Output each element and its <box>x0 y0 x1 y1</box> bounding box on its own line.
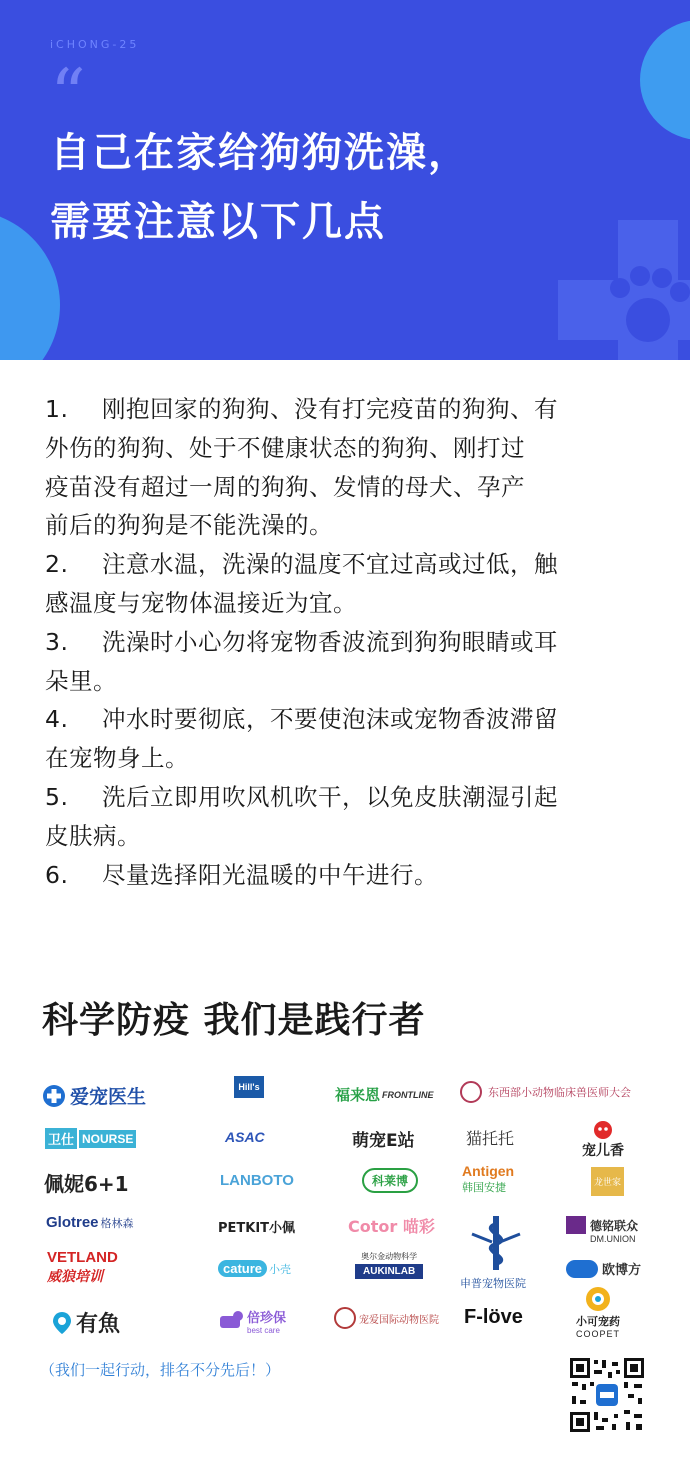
footer-note: （我们一起行动，排名不分先后！） <box>40 1361 281 1379</box>
logo-chongerxiang <box>582 1118 624 1160</box>
nourse-text: NOURSE <box>79 1130 136 1148</box>
tip-item-2 <box>45 545 650 623</box>
tip-text: 在宠物身上。 <box>45 744 189 773</box>
tip-text: 疫苗没有超过一周的狗狗、发情的母犬、孕产 <box>45 472 525 501</box>
logo-kelaibao <box>362 1168 418 1193</box>
shenpu-text: 申普宠物医院 <box>460 1277 526 1290</box>
logo-shenpu-emblem <box>468 1214 524 1272</box>
flove-text: F-löve <box>464 1306 523 1328</box>
brand-label: iCHONG-25 <box>50 38 140 51</box>
dmunion-text: 德铭联众 <box>590 1218 639 1233</box>
page-title-line1: 自己在家给狗狗洗澡， <box>50 130 470 176</box>
logo-aichong <box>42 1082 146 1109</box>
quote-mark: “ <box>50 54 86 136</box>
dmunion-mark-icon <box>566 1216 586 1234</box>
coopet-mascot-icon <box>584 1285 612 1313</box>
dmunion-en-text: DM.UNION <box>590 1234 636 1244</box>
asac-text: ASAC <box>225 1129 265 1145</box>
logo-oubofang <box>566 1259 641 1278</box>
logo-cature <box>218 1260 291 1277</box>
tip-number: 6. <box>45 860 69 889</box>
beizhenbao-dog-icon <box>218 1310 244 1332</box>
tip-item-1 <box>45 390 650 545</box>
tip-number: 4. <box>45 705 69 734</box>
longshijia-text: 龙世家 <box>591 1167 624 1196</box>
frontline-text: FRONTLINE <box>382 1089 434 1100</box>
tip-text: 洗后立即用吹风机吹干，以免皮肤潮湿引起 <box>102 782 558 811</box>
antigen-text: Antigen <box>462 1163 515 1179</box>
mengchong-text: 萌宠E站 <box>352 1131 415 1151</box>
chongerxiang-mascot-icon <box>591 1118 615 1140</box>
glotree-text: Glotree <box>46 1214 99 1231</box>
tip-text: 外伤的狗狗、处于不健康状态的狗狗、刚打过 <box>45 433 525 462</box>
tips-list <box>45 390 650 894</box>
glotree-cn-text: 格林森 <box>100 1216 134 1230</box>
logo-chongai <box>334 1307 439 1329</box>
dongxi-seal-icon <box>460 1081 482 1103</box>
logo-petkit <box>218 1217 295 1236</box>
slogan-heading: 科学防疫 我们是践行者 <box>42 1000 426 1041</box>
kelaibao-text: 科莱博 <box>362 1168 418 1193</box>
tip-text: 注意水温，洗澡的温度不宜过高或过低，触 <box>102 550 558 579</box>
tip-item-3 <box>45 623 650 701</box>
chongai-text: 宠爱国际动物医院 <box>359 1314 439 1326</box>
logo-longshijia <box>591 1167 624 1196</box>
antigen-sub-text: 韩国安捷 <box>462 1181 506 1194</box>
tip-item-4 <box>45 700 650 778</box>
logo-dmunion <box>566 1216 638 1244</box>
decor-circle-right <box>640 20 690 140</box>
hills-text: Hill's <box>234 1076 264 1098</box>
tip-text: 冲水时要彻底，不要使泡沫或宠物香波滞留 <box>102 705 558 734</box>
shenpu-staff-icon <box>468 1214 524 1272</box>
logo-weishi-nourse <box>45 1128 136 1149</box>
tip-item-6 <box>45 856 650 895</box>
dongxi-text: 东西部小动物临床兽医师大会 <box>488 1086 631 1099</box>
logo-dongxi <box>460 1081 631 1103</box>
oubofang-mark-icon <box>566 1260 598 1278</box>
beizhenbao-text: 倍珍保 <box>247 1311 287 1326</box>
cature-cn-text: 小壳 <box>269 1262 292 1276</box>
aichong-cross-icon <box>42 1084 66 1108</box>
aukinlab-cn-text: 奥尔金动物科学 <box>361 1252 418 1261</box>
tip-text: 感温度与宠物体温接近为宜。 <box>45 588 357 617</box>
logo-flove <box>464 1306 523 1329</box>
tip-text: 前后的狗狗是不能洗澡的。 <box>45 511 333 540</box>
aichong-text: 爱宠医生 <box>70 1086 147 1108</box>
tip-text: 皮肤病。 <box>45 821 141 850</box>
tip-text: 朵里。 <box>45 666 117 695</box>
logo-asac <box>225 1129 265 1145</box>
youyu-pin-icon <box>52 1311 72 1335</box>
tip-number: 5. <box>45 782 69 811</box>
logo-youyu <box>52 1307 120 1338</box>
logo-aukinlab <box>355 1251 423 1279</box>
vetland-cn-text: 威狼培训 <box>47 1269 103 1285</box>
coopet-text: COOPET <box>576 1329 621 1339</box>
tip-number: 3. <box>45 627 69 656</box>
logo-lanboto <box>220 1172 294 1189</box>
xiaoke-text: 小可宠药 <box>576 1315 620 1328</box>
logo-mengchong <box>352 1126 415 1151</box>
maotuotuo-text: 猫托托 <box>466 1129 515 1148</box>
logo-beizhenbao <box>218 1307 286 1335</box>
weishi-text: 卫仕 <box>45 1128 77 1149</box>
lanboto-text: LANBOTO <box>220 1172 294 1189</box>
chongerxiang-text: 宠儿香 <box>582 1143 624 1159</box>
chongai-seal-icon <box>334 1307 356 1329</box>
page-title-line2: 需要注意以下几点 <box>50 199 386 245</box>
vetland-text: VETLAND <box>47 1249 118 1266</box>
tip-text: 刚抱回家的狗狗、没有打完疫苗的狗狗、有 <box>102 395 558 423</box>
petkit-text: PETKIT小佩 <box>218 1221 296 1236</box>
tip-number: 2. <box>45 550 69 579</box>
logo-frontline <box>335 1084 434 1105</box>
logo-color <box>348 1214 435 1237</box>
logo-hills <box>234 1076 264 1098</box>
logo-antigen <box>462 1163 514 1195</box>
logo-vetland <box>47 1250 118 1286</box>
oubofang-text: 欧博方 <box>602 1263 642 1278</box>
tip-text: 尽量选择阳光温暖的中午进行。 <box>102 860 438 889</box>
logo-glotree <box>46 1214 134 1231</box>
header-banner <box>0 0 690 360</box>
tip-item-5 <box>45 778 650 856</box>
fulaien-text: 福来恩 <box>335 1086 381 1104</box>
qr-code-icon <box>568 1356 646 1434</box>
aukinlab-text: AUKINLAB <box>355 1264 423 1279</box>
tip-number: 1. <box>45 395 69 423</box>
beizhenbao-sub-text: best care <box>247 1326 280 1335</box>
youyu-text: 有魚 <box>76 1311 121 1337</box>
logo-shenpu <box>460 1275 526 1291</box>
peini-text: 佩妮6+1 <box>44 1172 129 1196</box>
tip-text: 洗澡时小心勿将宠物香波流到狗狗眼睛或耳 <box>102 627 558 656</box>
cature-text: cature <box>218 1260 267 1277</box>
logo-peini <box>44 1168 129 1197</box>
logo-coopet <box>576 1285 620 1339</box>
logo-maotuotuo <box>466 1126 514 1149</box>
color-text: Cotor 喵彩 <box>348 1217 435 1236</box>
